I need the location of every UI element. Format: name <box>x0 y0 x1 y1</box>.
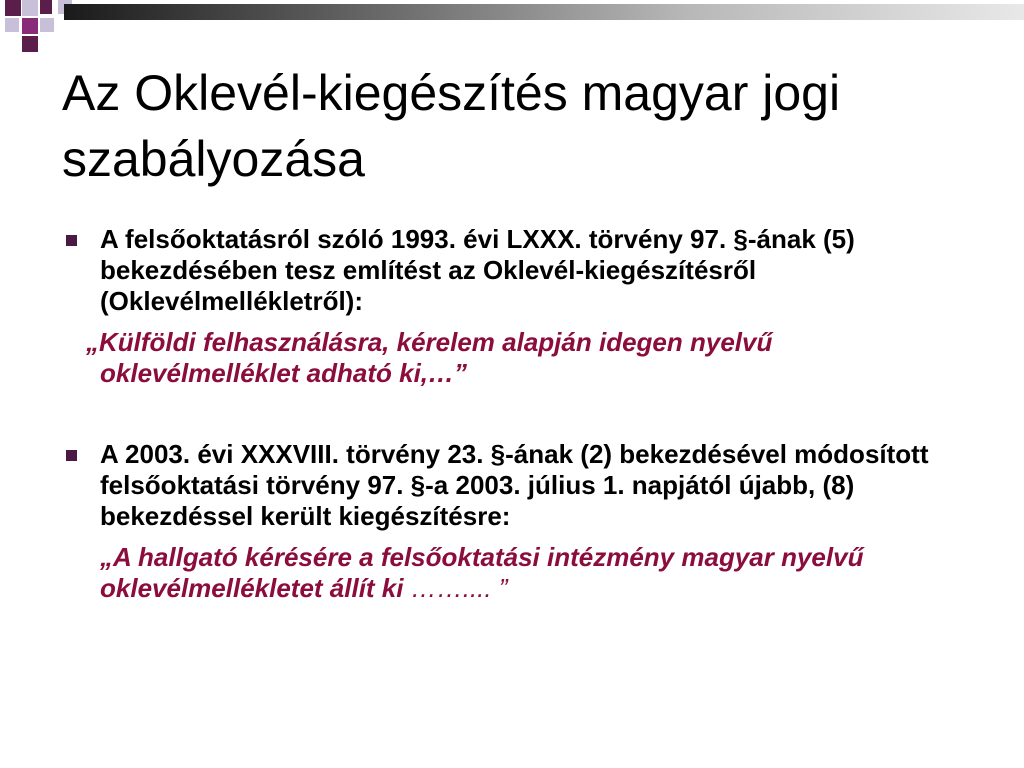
bullet-item <box>62 224 962 317</box>
deco-square <box>22 0 38 16</box>
square-bullet-icon <box>66 235 77 246</box>
deco-square <box>22 36 38 52</box>
deco-square <box>5 18 19 32</box>
quote-ellipsis: …….... ” <box>403 573 508 603</box>
quote-text <box>62 542 962 604</box>
bullet-text: A 2003. évi XXXVIII. törvény 23. §-ának (2) bekezdésével módosított felsőoktatási törvény 97. §-a 2003. július 1. napjától újabb, (8) bekezdéssel került kiegészítésre: <box>100 439 929 531</box>
deco-square <box>40 0 52 14</box>
deco-square <box>5 0 21 16</box>
deco-square <box>22 18 38 34</box>
quote-main: „A hallgató kérésére a felsőoktatási intézmény magyar nyelvű oklevélmellékletet állít ki <box>100 542 864 603</box>
deco-square <box>40 18 54 32</box>
square-bullet-icon <box>66 450 77 461</box>
bullet-item <box>62 439 962 532</box>
bullet-text: A felsőoktatásról szóló 1993. évi LXXX. törvény 97. §-ának (5) bekezdésében tesz említést az Oklevél-kiegészítésről (Oklevélmellékletről): <box>100 224 855 316</box>
quote-text: „Külföldi felhasználásra, kérelem alapján idegen nyelvű oklevélmelléklet adható ki,…” <box>86 327 773 388</box>
slide-title: Az Oklevél-kiegészítés magyar jogi szabályozása <box>62 65 841 187</box>
slide-content <box>62 224 962 604</box>
gradient-top-bar <box>64 4 1024 20</box>
